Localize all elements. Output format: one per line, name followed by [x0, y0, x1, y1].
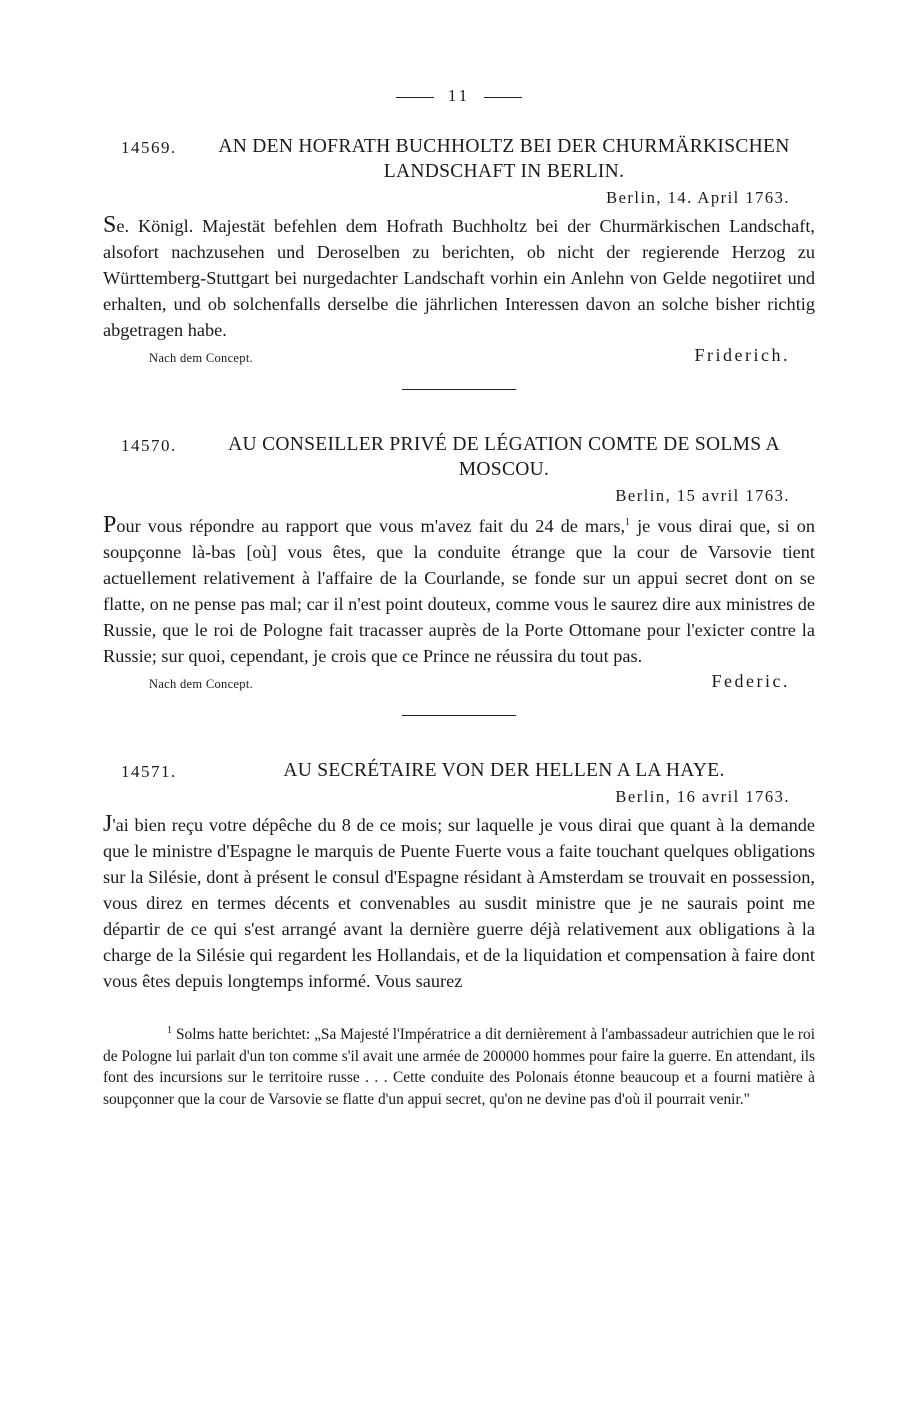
document-heading	[103, 432, 815, 482]
dateline: Berlin, 14. April 1763.	[606, 188, 790, 207]
letter-body	[103, 811, 815, 994]
source-note: Nach dem Concept.	[149, 351, 254, 365]
document-14570	[103, 432, 815, 716]
footnote-text: Solms hatte berichtet: „Sa Majesté l'Impératrice a dit dernièrement à l'ambassadeur autrichien que le roi de Pologne lui parlait d'un ton comme s'il avait une armée de 200000 hommes pour faire la guerre. En attendant, ils font des incursions sur le territoire russe . . . Cette conduite des Polonais étonne beaucoup et a fourni matière à soupçonner que la cour de Varsovie se flatte d'un appui secret, qu'on ne devine pas d'où il pourrait venir."	[103, 1026, 815, 1108]
letter-text: 'ai bien reçu votre dépêche du 8 de ce mois; sur laquelle je vous dirai que quant à la demande que le ministre d'Espagne le marquis de Puente Fuerte vous a faite touchant quelques obligations sur la Silésie, dont à présent le consul d'Espagne résidant à Amsterdam se trouvait en possession, vous direz en termes décents et convenables au susdit ministre que je ne saurais point me départir de ce qui s'est arrangé avant la dernière guerre déjà relativement aux obligations à la charge de la Silésie qui regardent les Hollandais, et de la liquidation et compensation à faire dont vous êtes depuis longtemps informé. Vous saurez	[103, 815, 815, 992]
document-title: AU CONSEILLER PRIVÉ DE LÉGATION COMTE DE SOLMS A MOSCOU.	[228, 434, 780, 480]
letter-body	[103, 212, 815, 343]
page-number: 11	[447, 86, 471, 105]
document-number: 14570.	[121, 436, 177, 455]
letter-text: e. Königl. Majestät befehlen dem Hofrath Buchholtz bei der Churmärkischen Landschaft, alsofort nachzusehen und Deroselben zu berichten, ob nicht der regierende Herzog zu Württemberg-Stuttgart bei nurgedachter Landschaft vorhin ein Anlehn von Gelde negotiiret und erhalten, und ob solchenfalls derselbe die jährlichen Interessen davon an solche bisher richtig abgetragen habe.	[103, 216, 815, 340]
dateline: Berlin, 15 avril 1763.	[615, 486, 790, 505]
page-header	[103, 86, 815, 106]
letter-text-continued: je vous dirai que, si on soupçonne là-bas [où] vous êtes, que la conduite étrange que la cour de Varsovie tient actuellement relativement à l'affaire de la Courlande, se fonde sur un appui secret dont on se flatte, on ne pense pas mal; car il n'est point douteux, comme vous le saurez dire aux ministres de Russie, que le roi de Pologne fait tracasser auprès de la Porte Ottomane pour l'exicter contre la Russie; sur quoi, cependant, je crois que ce Prince ne réussira du tout pas.	[103, 516, 815, 667]
signature: Federic.	[711, 671, 790, 692]
footnote	[103, 1020, 815, 1110]
document-14571	[103, 758, 815, 994]
document-heading	[103, 134, 815, 184]
initial-letter: S	[103, 212, 117, 238]
document-heading	[103, 758, 815, 783]
initial-letter: J	[103, 811, 113, 838]
document-number: 14571.	[121, 762, 177, 782]
signature: Friderich.	[694, 345, 790, 365]
footnote-reference[interactable]: 1	[625, 517, 631, 528]
letter-text: our vous répondre au rapport que vous m'avez fait du 24 de mars,	[116, 516, 626, 537]
initial-letter: P	[103, 512, 117, 539]
source-note: Nach dem Concept.	[149, 677, 254, 692]
header-dash-right	[484, 97, 522, 98]
letter-body	[103, 510, 815, 669]
header-dash-left	[396, 97, 434, 98]
document-title: AU SECRÉTAIRE VON DER HELLEN A LA HAYE.	[283, 760, 725, 782]
dateline: Berlin, 16 avril 1763.	[615, 787, 790, 807]
document-title: AN DEN HOFRATH BUCHHOLTZ BEI DER CHURMÄRKISCHEN LANDSCHAFT IN BERLIN.	[218, 136, 790, 182]
page	[103, 86, 815, 1110]
letter-footer	[103, 345, 815, 369]
footnote-mark: 1	[167, 1025, 172, 1037]
document-14569	[103, 134, 815, 390]
document-number: 14569.	[121, 138, 177, 157]
letter-footer	[103, 671, 815, 695]
